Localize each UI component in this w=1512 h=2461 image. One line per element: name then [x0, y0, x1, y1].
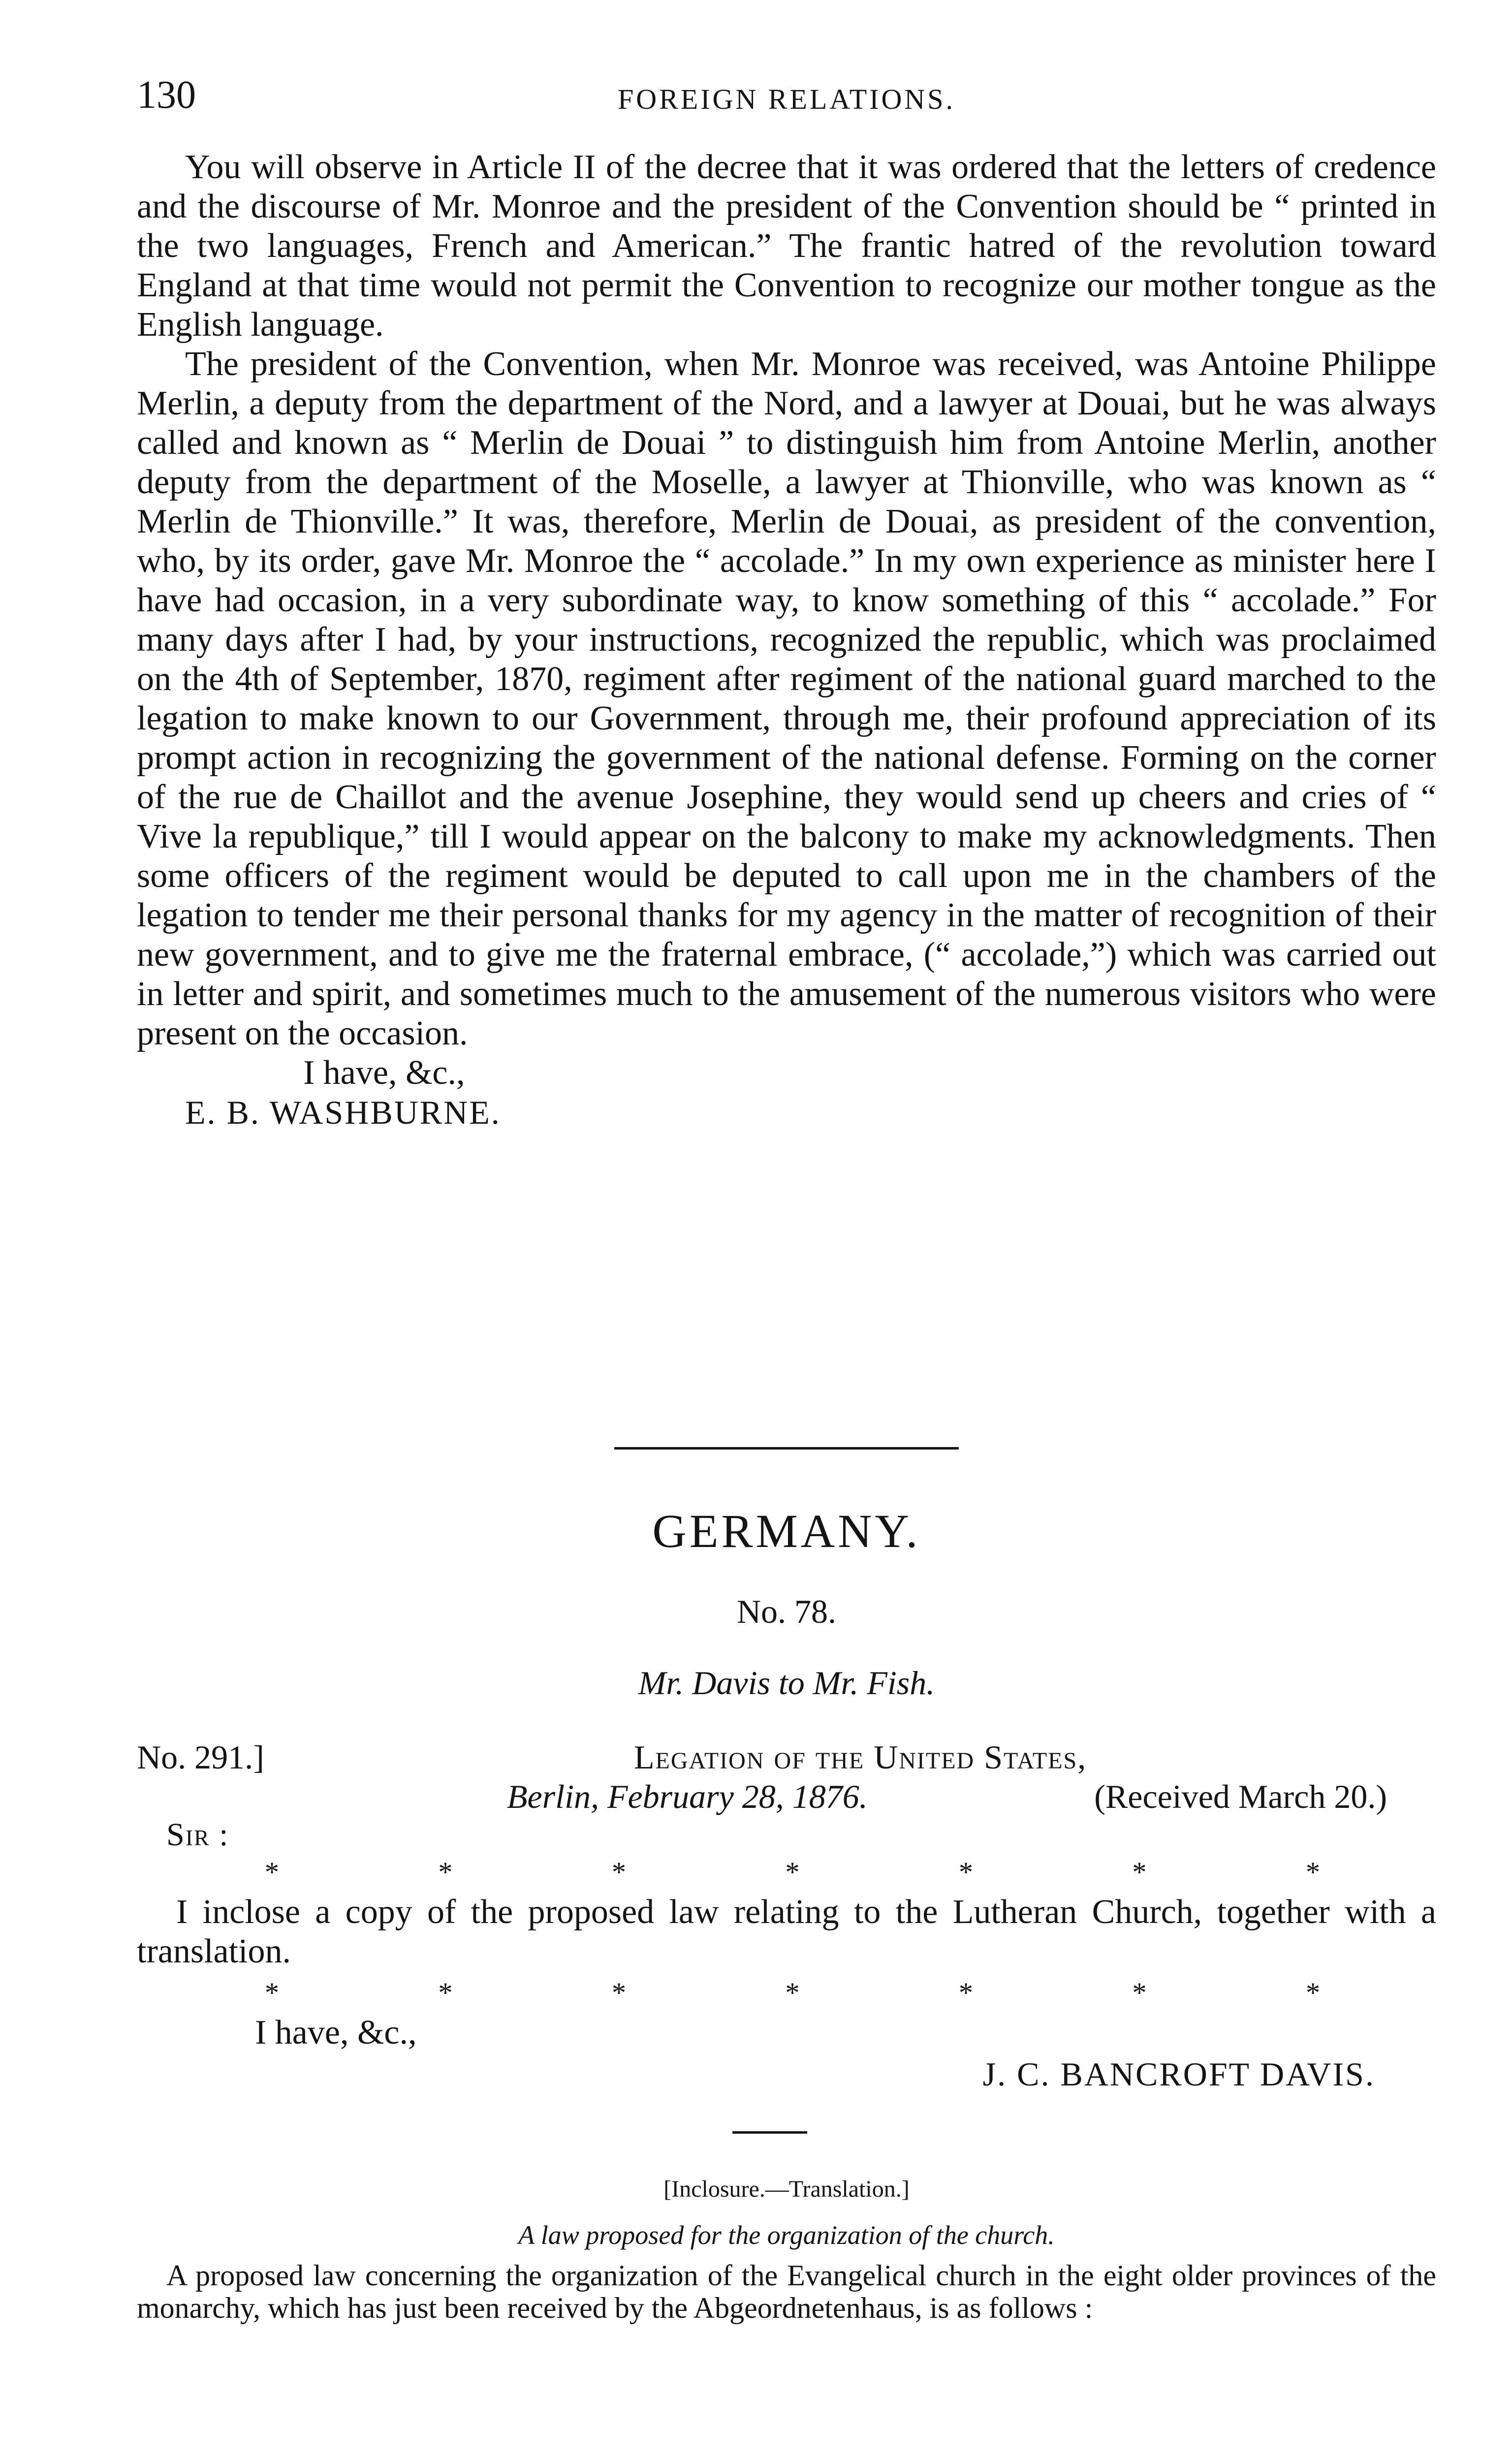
running-head: FOREIGN RELATIONS. [617, 83, 956, 115]
signature: E. B. WASHBURNE. [185, 1094, 501, 1131]
closing: I have, &c., [255, 2014, 417, 2051]
star: * [959, 1977, 973, 2009]
paragraph: A proposed law concerning the organization of the Evangelical church in the eight older provinces of the monarchy, which has just been received by the Abgeordnetenhaus, is as follows : [137, 2259, 1436, 2324]
page-number: 130 [137, 73, 196, 117]
paragraph: You will observe in Article II of the decree that it was ordered that the letters of credence and the discourse of Mr. Monroe and the president of the Convention should be “ printed in the two languages, French and American.” The frantic hatred of the revolution toward England at that time would not permit the Convention to recognize our mother tongue as the English language. [137, 148, 1436, 344]
star: * [1306, 1977, 1320, 2009]
closing: I have, &c., [303, 1054, 465, 1092]
letter-washburne [137, 148, 1436, 1132]
star: * [1306, 1856, 1320, 1888]
paragraph: The president of the Convention, when Mr. Monroe was received, was Antoine Philippe Merlin, a deputy from the department of the Nord, and a lawyer at Douai, but he was always called and known as “ Merlin de Douai ” to distinguish him from Antoine Merlin, another deputy from the department of the Moselle, a lawyer at Thionville, who was known as “ Merlin de Thionville.” It was, therefore, Merlin de Douai, as president of the convention, who, by its order, gave Mr. Monroe the “ accolade.” In my own experience as minister here I have had occasion, in a very subordinate way, to know something of this “ accolade.” For many days after I had, by your instructions, recognized the republic, which was proclaimed on the 4th of September, 1870, regiment after regiment of the national guard marched to the legation to make known to our Government, through me, their profound appreciation of its prompt action in recognizing the government of the national defense. Forming on the corner of the rue de Chaillot and the avenue Josephine, they would send up cheers and cries of “ Vive la republique,” till I would appear on the balcony to make my acknowledgments. Then some officers of the regiment would be deputed to call upon me in the chambers of the legation to tender me their personal thanks for my agency in the matter of recognition of their new government, and to give me the fraternal embrace, (“ accolade,”) which was carried out in letter and spirit, and sometimes much to the amusement of the numerous visitors who were present on the occasion. [137, 345, 1436, 1052]
paragraph: I inclose a copy of the proposed law relating to the Lutheran Church, together with a translation. [137, 1893, 1436, 1970]
ellipsis-stars [265, 1976, 1320, 2009]
star: * [265, 1856, 279, 1888]
place-date: Berlin, February 28, 1876. [507, 1778, 868, 1815]
inclosure-text [137, 2259, 1436, 2324]
law-title: A law proposed for the organization of the church. [518, 2220, 1055, 2250]
despatch-header [137, 1737, 1436, 1816]
received-date: (Received March 20.) [1094, 1778, 1387, 1815]
ellipsis-stars [265, 1856, 1320, 1889]
star: * [438, 1856, 453, 1888]
section-divider [614, 1447, 959, 1450]
star: * [612, 1856, 626, 1888]
salutation: Sir : [166, 1817, 229, 1853]
star: * [265, 1977, 279, 2009]
star: * [612, 1977, 626, 2009]
section-title: GERMANY. [652, 1505, 921, 1557]
signature: J. C. BANCROFT DAVIS. [982, 2055, 1375, 2093]
document-number: No. 78. [736, 1593, 837, 1630]
short-divider [732, 2131, 807, 2134]
page-header [137, 73, 1436, 127]
star: * [785, 1856, 800, 1888]
inclosure-label: [Inclosure.—Translation.] [663, 2176, 910, 2202]
star: * [1132, 1977, 1147, 2009]
despatch-number: No. 291.] [137, 1738, 264, 1776]
star: * [438, 1977, 453, 2009]
star: * [959, 1856, 973, 1888]
legation-line: Legation of the United States, [634, 1738, 1087, 1776]
document-heading: Mr. Davis to Mr. Fish. [638, 1664, 935, 1702]
star: * [785, 1977, 800, 2009]
letter-davis-body [137, 1893, 1436, 1971]
star: * [1132, 1856, 1147, 1888]
